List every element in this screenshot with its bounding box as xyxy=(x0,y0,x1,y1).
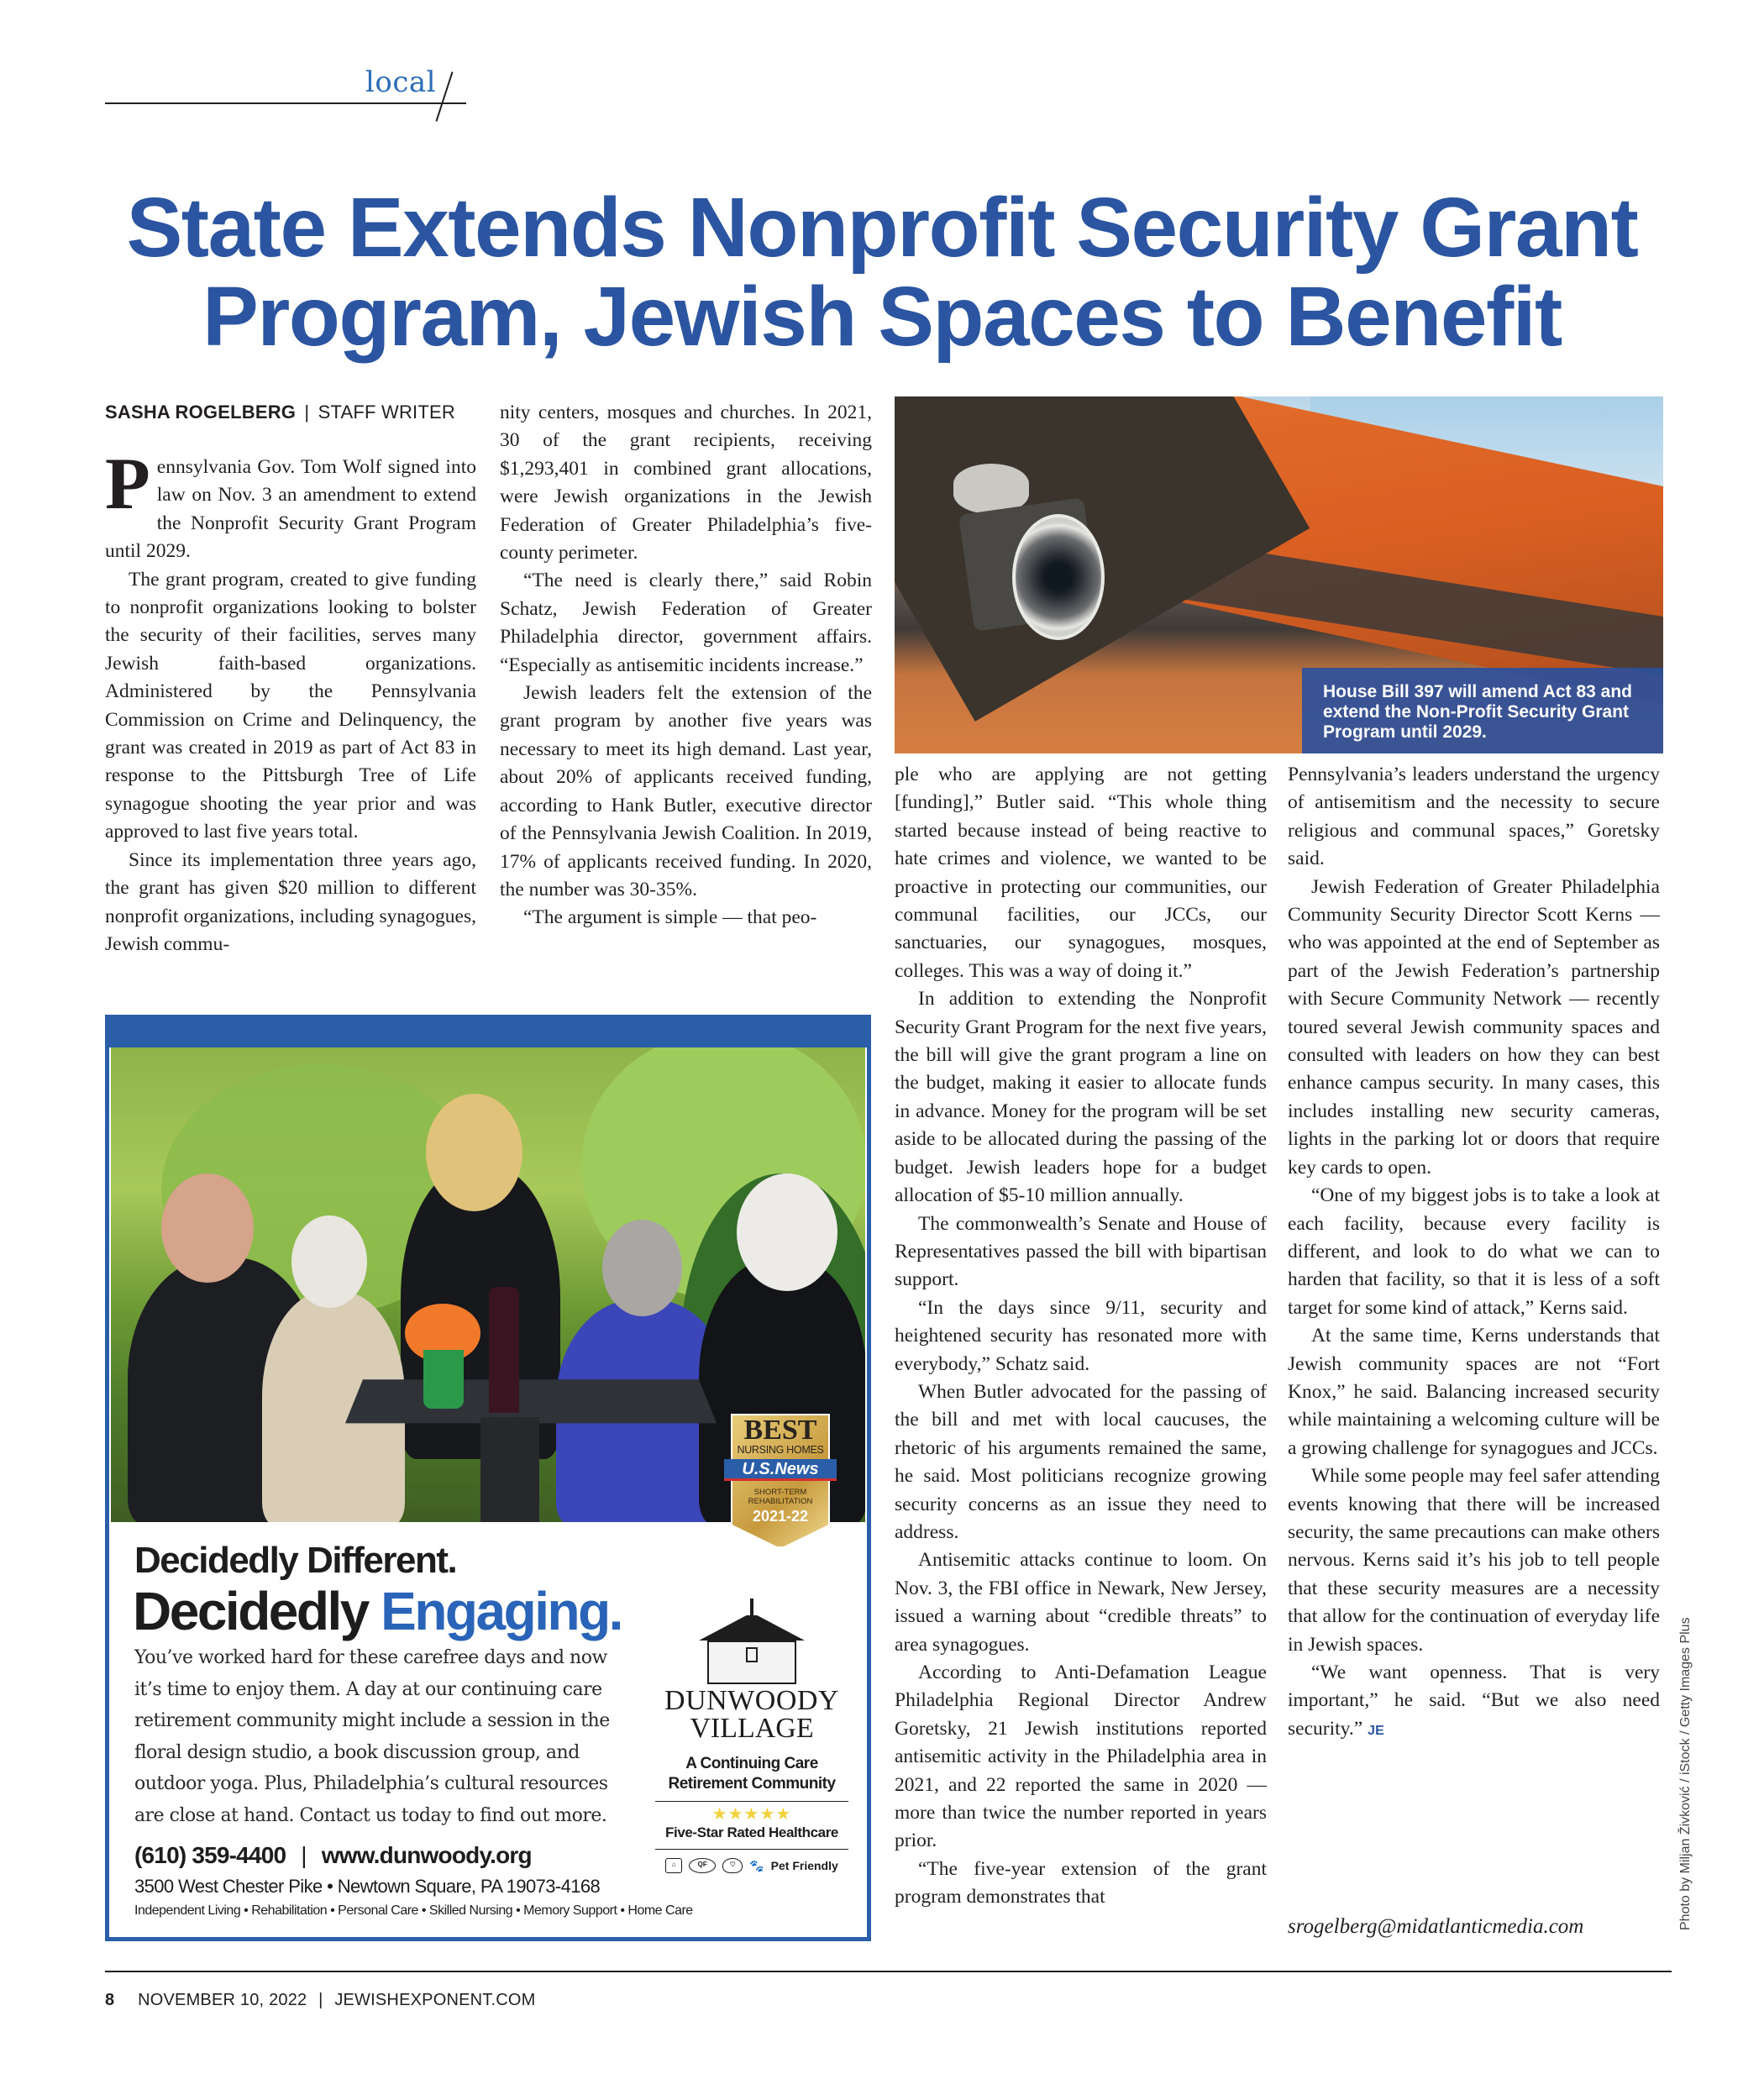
author-name: SASHA ROGELBERG xyxy=(105,402,297,423)
publication-site: JEWISHEXPONENT.COM xyxy=(334,1991,536,2009)
ad-headline-1: Decidedly Different. xyxy=(134,1540,457,1581)
article-paragraph: Pennsylvania’s leaders understand the urgency of antisemitism and the necessity to secure religious and communal spaces,” Goretsky said. xyxy=(1288,764,1660,870)
article-paragraph: According to Anti-Defamation League Philadelphia Regional Director Andrew Goretsky, 21 Jewish institutions reported antisemitic activity in the Philadelphia area in 2021, and 22 reported the same in 2020 — more than twice the number reported in years prior. xyxy=(895,1662,1267,1852)
article-paragraph: “The need is clearly there,” said Robin Schatz, Jewish Federation of Greater Philadelphia director, government affairs. “Especially as antisemitic incidents increase.” xyxy=(500,570,872,676)
article-paragraph: “We want openness. That is very important,” he said. “But we also need security.” JE xyxy=(1288,1662,1660,1740)
article-paragraph: Pennsylvania Gov. Tom Wolf signed into law on Nov. 3 an amendment to extend the Nonprofit Security Grant Program until 2029. xyxy=(105,444,476,563)
article-column-2 xyxy=(500,399,872,932)
article-paragraph: Jewish leaders felt the extension of the grant program by another five years was necessary to meet its high demand. Last year, about 20% of applicants received funding, according to Hank Butler, executive director of the Pennsylvania Jewish Coalition. In 2019, 17% of applicants received funding. In 2020, the number was 30-35%. xyxy=(500,682,872,900)
photo-caption: House Bill 397 will amend Act 83 and extend the Non-Profit Security Grant Program until 2029. xyxy=(1302,668,1663,753)
ad-headline-2: Decidedly Engaging. xyxy=(133,1581,622,1641)
ad-tagline: A Continuing Care Retirement Community xyxy=(655,1754,848,1802)
wine-bottle-icon xyxy=(489,1287,519,1413)
article-paragraph: “One of my biggest jobs is to take a look at each facility, because every facility is different, and look to do what we can to harden that facility, so that it is less of a soft target for some kind of attack,” Kerns said. xyxy=(1288,1184,1660,1319)
author-email-link[interactable]: srogelberg@midatlanticmedia.com xyxy=(1288,1915,1584,1938)
article-paragraph: At the same time, Kerns understands that Jewish community spaces are not “Fort Knox,” he said. Balancing increased security while maintaining a welcoming culture will be a growing challenge for synagogues and JCCs. xyxy=(1288,1325,1660,1459)
article-paragraph: Jewish Federation of Greater Philadelphia Community Security Director Scott Kerns — who was appointed at the end of September as part of the Jewish Federation’s partnership with Secure Community Network — recently toured several Jewish community spaces and consulted with leaders on how they can best enhance campus security. In many cases, this includes installing new security cameras, lights in the parking lot or doors that require key cards to open. xyxy=(1288,875,1660,1179)
article-paragraph: In addition to extending the Nonprofit Security Grant Program for the next five years, the bill will give the grant program a line on the budget, making it easier to allocate funds in advance. Money for the program will be set aside to be allocated during the passing of the budget. Jewish leaders hope for a budget allocation of $5-10 million annually. xyxy=(895,988,1267,1207)
dunwoody-village-logo: DUNWOODY VILLAGE A Continuing Care Retirement Community ★★★★★ Five-Star Rated Healthcare ⌂ QF ♡ 🐾 Pet Friendly xyxy=(655,1599,848,1873)
ad-services: Independent Living • Rehabilitation • Personal Care • Skilled Nursing • Memory Support • Home Care xyxy=(134,1903,693,1918)
page-footer: 8 NOVEMBER 10, 2022 | JEWISHEXPONENT.COM xyxy=(105,1991,536,2009)
ad-top-band xyxy=(109,1019,867,1047)
article-paragraph: nity centers, mosques and churches. In 2021, 30 of the grant recipients, receiving $1,293,401 in combined grant allocations, were Jewish organizations in the Jewish Federation of Greater Philadelphia’s five-county perimeter. xyxy=(500,402,872,564)
paw-icon: 🐾 xyxy=(749,1858,764,1872)
section-rule xyxy=(105,102,466,104)
drop-cap: P xyxy=(105,444,150,525)
photo-credit: Photo by Miljan Živković / iStock / Getty Images Plus xyxy=(1678,1617,1693,1930)
article-column-1 xyxy=(105,444,476,958)
five-stars-icon: ★★★★★ xyxy=(711,1805,792,1824)
article-paragraph: “In the days since 9/11, security and heightened security has resonated more with everybody,” Schatz said. xyxy=(895,1296,1267,1375)
ad-certification-icons xyxy=(655,1858,848,1873)
pet-friendly-label: Pet Friendly xyxy=(770,1859,838,1872)
ad-website-link[interactable]: www.dunwoody.org xyxy=(321,1842,532,1868)
camera-lens-icon xyxy=(1012,514,1105,640)
equal-housing-icon: ⌂ xyxy=(665,1858,682,1873)
article-paragraph: The grant program, created to give funding to nonprofit organizations looking to bolster the security of their facilities, serves many Jewish faith-based organizations. Administered by the Pennsylvania Commission on Crime and Delinquency, the grant was created in 2019 as part of Act 83 in response to the Pittsburgh Tree of Life synagogue shooting the year prior and was approved to last five years total. xyxy=(105,568,476,843)
ad-phone[interactable]: (610) 359-4400 xyxy=(134,1842,286,1868)
ad-contact: (610) 359-4400 | www.dunwoody.org xyxy=(134,1842,532,1868)
village-house-icon xyxy=(689,1599,815,1687)
issue-date: NOVEMBER 10, 2022 xyxy=(138,1991,307,2009)
article-paragraph: When Butler advocated for the passing of the bill and met with local caucuses, the rhetoric of his arguments remained the same, he said. Most politicians recognize growing security concerns as an issue they need to address. xyxy=(895,1380,1267,1543)
article-paragraph: “The five-year extension of the grant program demonstrates that xyxy=(895,1857,1267,1908)
article-paragraph: ple who are applying are not getting [funding],” Butler said. “This whole thing started because instead of being reactive to hate crimes and violence, we wanted to be proactive in protecting our communities, our communal facilities, our JCCs, our sanctuaries, our synagogues, mosques, colleges. This was a way of doing it.” xyxy=(895,764,1267,982)
section-slash xyxy=(435,71,453,122)
article-paragraph: Antisemitic attacks continue to loom. On Nov. 3, the FBI office in Newark, New Jersey, issued a warning about “credible threats” to area synagogues. xyxy=(895,1549,1267,1656)
quality-first-icon: QF xyxy=(689,1858,716,1873)
heart-award-icon: ♡ xyxy=(722,1858,743,1873)
headline-line-1: State Extends Nonprofit Security Grant xyxy=(126,181,1638,275)
dunwoody-advertisement[interactable] xyxy=(105,1015,871,1941)
ad-address: 3500 West Chester Pike • Newtown Square, PA 19073-4168 xyxy=(134,1876,601,1897)
page-number: 8 xyxy=(105,1991,115,2009)
end-mark: JE xyxy=(1368,1723,1384,1738)
byline-separator: | xyxy=(304,402,310,423)
headline xyxy=(50,181,1714,364)
article-column-4 xyxy=(1288,761,1660,1745)
footer-rule xyxy=(105,1971,1672,1972)
article-paragraph: While some people may feel safer attending events knowing that there will be increased security, the same precautions can make others nervous. Kerns said it’s his job to tell people that these security measures are a necessity that allow for the continuation of everyday life in Jewish spaces. xyxy=(1288,1465,1660,1656)
article-paragraph: The commonwealth’s Senate and House of Representatives passed the bill with bipartisan support. xyxy=(895,1212,1267,1291)
article-column-3 xyxy=(895,761,1267,1912)
article-paragraph: Since its implementation three years ago, the grant has given $20 million to different nonprofit organizations, including synagogues, Jewish commu- xyxy=(105,848,476,955)
ad-body-text: You’ve worked hard for these carefree days and now it’s time to enjoy them. A day at our continuing care retirement community might include a session in the floral design studio, a book discussion group, and outdoor yoga. Plus, Philadelphia’s cultural resources are close at hand. Contact us today to find out more. xyxy=(134,1647,610,1826)
ad-rating: Five-Star Rated Healthcare xyxy=(655,1824,848,1850)
security-camera-photo xyxy=(895,396,1663,753)
headline-line-2: Program, Jewish Spaces to Benefit xyxy=(202,270,1562,364)
us-news-badge: BEST NURSING HOMES U.S.News SHORT-TERM REHABILITATION 2021-22 xyxy=(731,1414,830,1548)
author-role: STAFF WRITER xyxy=(318,402,455,423)
section-label: local xyxy=(365,66,437,99)
article-paragraph: “The argument is simple — that peo- xyxy=(523,906,817,929)
byline xyxy=(105,402,455,423)
